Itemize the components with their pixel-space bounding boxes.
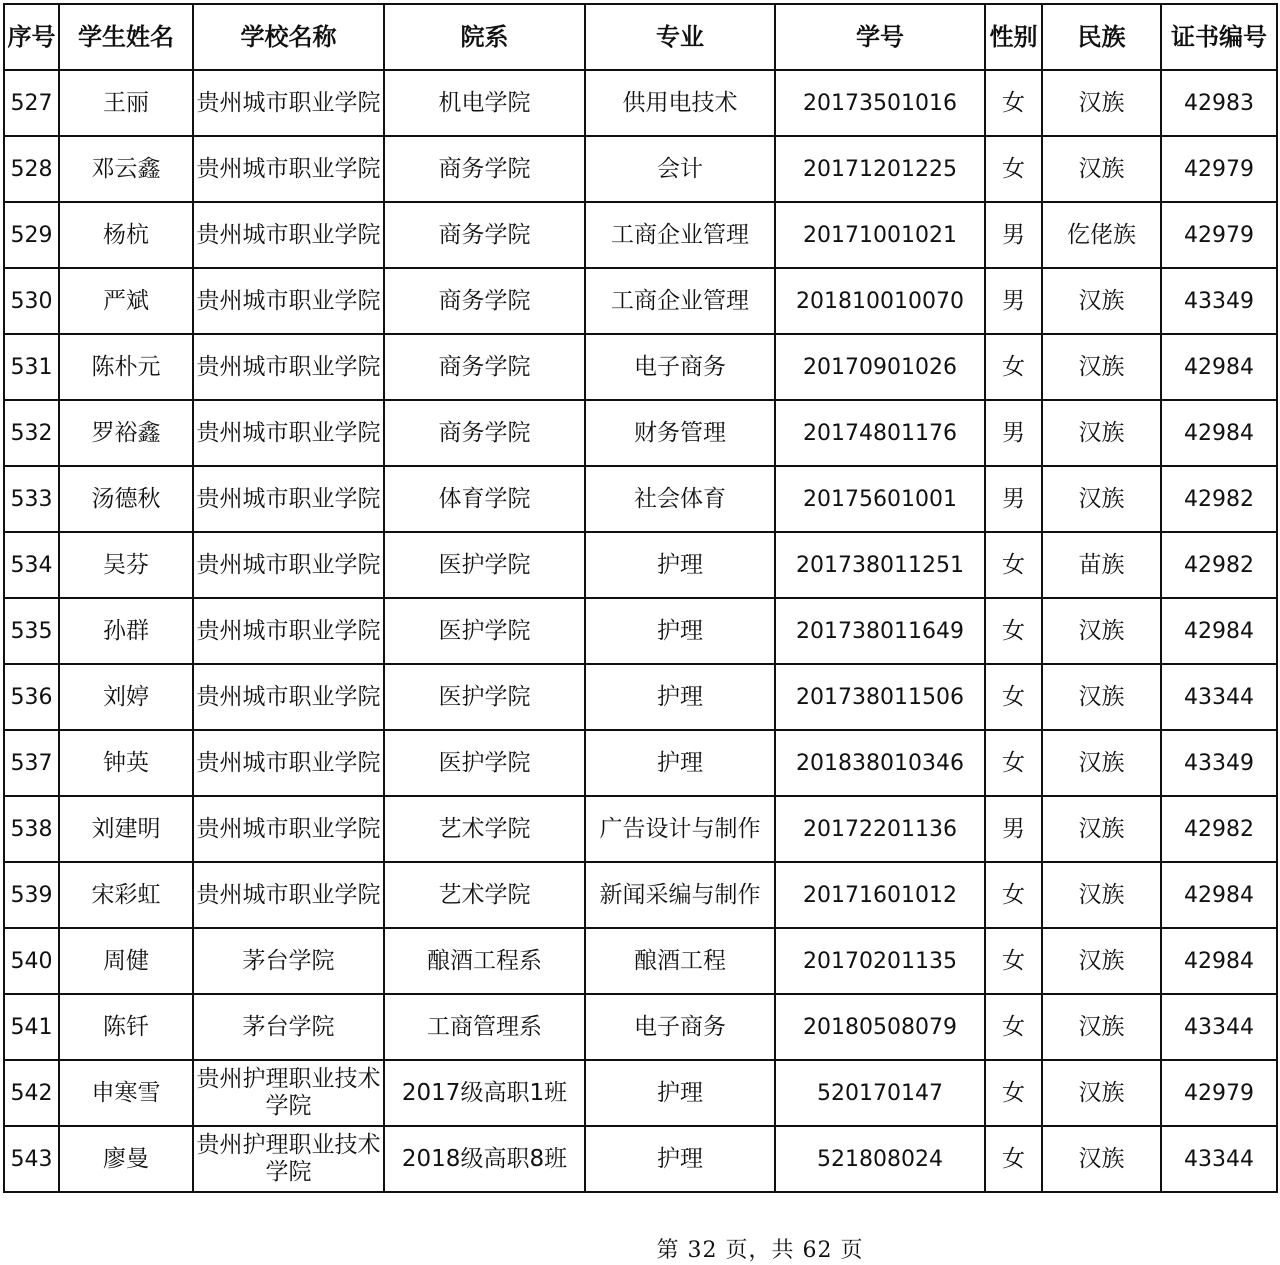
- col-certificate-no-cell: 43349: [1161, 268, 1277, 334]
- col-major-cell: 电子商务: [585, 334, 775, 400]
- col-gender-cell: 女: [985, 928, 1042, 994]
- col-ethnicity-cell: 汉族: [1042, 400, 1161, 466]
- page-footer: [0, 1233, 1280, 1264]
- col-certificate-no-cell: 42983: [1161, 70, 1277, 136]
- col-department-cell: 机电学院: [384, 70, 585, 136]
- col-student-id-cell: 521808024: [775, 1126, 985, 1192]
- col-student-name-cell: 孙群: [59, 598, 193, 664]
- col-gender-cell: 女: [985, 664, 1042, 730]
- col-gender-cell: 女: [985, 136, 1042, 202]
- col-department-cell: 2017级高职1班: [384, 1060, 585, 1126]
- col-department-cell: 艺术学院: [384, 862, 585, 928]
- col-major-cell: 供用电技术: [585, 70, 775, 136]
- col-major-cell: 工商企业管理: [585, 202, 775, 268]
- col-gender-cell: 女: [985, 532, 1042, 598]
- student-roster-table: [3, 3, 1278, 1193]
- col-index-cell: 530: [4, 268, 59, 334]
- col-school-cell: 贵州城市职业学院: [193, 862, 384, 928]
- col-certificate-no-cell: 43349: [1161, 730, 1277, 796]
- col-index-header: 序号: [4, 4, 59, 70]
- col-ethnicity-cell: 汉族: [1042, 334, 1161, 400]
- col-student-name-cell: 陈钎: [59, 994, 193, 1060]
- col-student-name-cell: 周健: [59, 928, 193, 994]
- col-school-cell: 贵州城市职业学院: [193, 268, 384, 334]
- col-department-cell: 医护学院: [384, 730, 585, 796]
- col-student-name-cell: 刘建明: [59, 796, 193, 862]
- col-student-id-cell: 520170147: [775, 1060, 985, 1126]
- col-school-cell: 贵州城市职业学院: [193, 796, 384, 862]
- col-student-name-cell: 吴芬: [59, 532, 193, 598]
- col-ethnicity-cell: 汉族: [1042, 1060, 1161, 1126]
- col-gender-cell: 男: [985, 400, 1042, 466]
- col-student-id-cell: 201810010070: [775, 268, 985, 334]
- col-certificate-no-cell: 42984: [1161, 598, 1277, 664]
- col-student-name-cell: 廖曼: [59, 1126, 193, 1192]
- table-row: [4, 796, 1277, 862]
- col-major-cell: 新闻采编与制作: [585, 862, 775, 928]
- col-ethnicity-cell: 汉族: [1042, 994, 1161, 1060]
- col-student-id-cell: 20175601001: [775, 466, 985, 532]
- col-certificate-no-header: 证书编号: [1161, 4, 1277, 70]
- col-major-cell: 工商企业管理: [585, 268, 775, 334]
- col-ethnicity-cell: 仡佬族: [1042, 202, 1161, 268]
- col-department-cell: 体育学院: [384, 466, 585, 532]
- col-student-name-cell: 申寒雪: [59, 1060, 193, 1126]
- col-student-name-cell: 钟英: [59, 730, 193, 796]
- col-school-cell: 贵州城市职业学院: [193, 202, 384, 268]
- col-student-id-cell: 20174801176: [775, 400, 985, 466]
- col-student-id-cell: 201738011506: [775, 664, 985, 730]
- col-student-name-cell: 陈朴元: [59, 334, 193, 400]
- col-index-cell: 531: [4, 334, 59, 400]
- col-major-cell: 电子商务: [585, 994, 775, 1060]
- col-student-name-cell: 邓云鑫: [59, 136, 193, 202]
- col-department-cell: 商务学院: [384, 268, 585, 334]
- page-number-label: 第 32 页，共 62 页: [656, 1238, 864, 1263]
- col-student-id-header: 学号: [775, 4, 985, 70]
- col-student-id-cell: 20173501016: [775, 70, 985, 136]
- col-index-cell: 539: [4, 862, 59, 928]
- col-index-cell: 529: [4, 202, 59, 268]
- col-certificate-no-cell: 42982: [1161, 532, 1277, 598]
- table-row: [4, 664, 1277, 730]
- table-row: [4, 202, 1277, 268]
- col-index-cell: 540: [4, 928, 59, 994]
- col-certificate-no-cell: 42984: [1161, 400, 1277, 466]
- col-school-cell: 贵州护理职业技术学院: [193, 1060, 384, 1126]
- col-department-cell: 商务学院: [384, 400, 585, 466]
- col-school-cell: 贵州城市职业学院: [193, 664, 384, 730]
- col-major-cell: 财务管理: [585, 400, 775, 466]
- col-certificate-no-cell: 43344: [1161, 664, 1277, 730]
- col-index-cell: 533: [4, 466, 59, 532]
- col-student-name-cell: 严斌: [59, 268, 193, 334]
- table-row: [4, 532, 1277, 598]
- col-student-id-cell: 20170901026: [775, 334, 985, 400]
- col-gender-header: 性别: [985, 4, 1042, 70]
- col-school-cell: 贵州护理职业技术学院: [193, 1126, 384, 1192]
- col-ethnicity-cell: 汉族: [1042, 664, 1161, 730]
- col-certificate-no-cell: 43344: [1161, 994, 1277, 1060]
- col-major-cell: 护理: [585, 730, 775, 796]
- col-ethnicity-cell: 汉族: [1042, 466, 1161, 532]
- col-student-id-cell: 20180508079: [775, 994, 985, 1060]
- col-student-name-cell: 王丽: [59, 70, 193, 136]
- col-department-cell: 2018级高职8班: [384, 1126, 585, 1192]
- col-certificate-no-cell: 42984: [1161, 334, 1277, 400]
- col-student-name-header: 学生姓名: [59, 4, 193, 70]
- col-student-id-cell: 201838010346: [775, 730, 985, 796]
- col-index-cell: 527: [4, 70, 59, 136]
- table-row: [4, 70, 1277, 136]
- col-index-cell: 536: [4, 664, 59, 730]
- col-certificate-no-cell: 42982: [1161, 466, 1277, 532]
- col-gender-cell: 女: [985, 1060, 1042, 1126]
- col-major-cell: 酿酒工程: [585, 928, 775, 994]
- col-certificate-no-cell: 43344: [1161, 1126, 1277, 1192]
- col-certificate-no-cell: 42984: [1161, 862, 1277, 928]
- col-ethnicity-cell: 汉族: [1042, 136, 1161, 202]
- col-index-cell: 528: [4, 136, 59, 202]
- col-department-header: 院系: [384, 4, 585, 70]
- col-department-cell: 医护学院: [384, 664, 585, 730]
- table-row: [4, 466, 1277, 532]
- col-major-cell: 会计: [585, 136, 775, 202]
- col-department-cell: 商务学院: [384, 202, 585, 268]
- col-ethnicity-cell: 汉族: [1042, 70, 1161, 136]
- col-certificate-no-cell: 42979: [1161, 202, 1277, 268]
- table-header-row: [4, 4, 1277, 70]
- col-major-cell: 护理: [585, 1060, 775, 1126]
- col-index-cell: 543: [4, 1126, 59, 1192]
- table-row: [4, 1126, 1277, 1192]
- col-major-cell: 社会体育: [585, 466, 775, 532]
- col-gender-cell: 男: [985, 466, 1042, 532]
- table-row: [4, 598, 1277, 664]
- col-student-name-cell: 宋彩虹: [59, 862, 193, 928]
- col-gender-cell: 女: [985, 994, 1042, 1060]
- col-student-name-cell: 汤德秋: [59, 466, 193, 532]
- col-gender-cell: 男: [985, 202, 1042, 268]
- col-ethnicity-header: 民族: [1042, 4, 1161, 70]
- col-major-cell: 护理: [585, 598, 775, 664]
- col-ethnicity-cell: 汉族: [1042, 598, 1161, 664]
- col-ethnicity-cell: 汉族: [1042, 730, 1161, 796]
- col-major-cell: 护理: [585, 532, 775, 598]
- col-certificate-no-cell: 42979: [1161, 1060, 1277, 1126]
- col-department-cell: 商务学院: [384, 136, 585, 202]
- col-school-cell: 贵州城市职业学院: [193, 730, 384, 796]
- col-school-cell: 贵州城市职业学院: [193, 334, 384, 400]
- table-row: [4, 136, 1277, 202]
- col-department-cell: 医护学院: [384, 598, 585, 664]
- col-major-cell: 护理: [585, 1126, 775, 1192]
- col-department-cell: 医护学院: [384, 532, 585, 598]
- col-student-id-cell: 20170201135: [775, 928, 985, 994]
- col-index-cell: 538: [4, 796, 59, 862]
- table-body: [4, 70, 1277, 1192]
- col-certificate-no-cell: 42979: [1161, 136, 1277, 202]
- col-student-name-cell: 刘婷: [59, 664, 193, 730]
- col-gender-cell: 男: [985, 268, 1042, 334]
- col-certificate-no-cell: 42984: [1161, 928, 1277, 994]
- col-school-header: 学校名称: [193, 4, 384, 70]
- col-gender-cell: 女: [985, 730, 1042, 796]
- col-school-cell: 茅台学院: [193, 928, 384, 994]
- col-gender-cell: 女: [985, 598, 1042, 664]
- table-row: [4, 994, 1277, 1060]
- table-row: [4, 862, 1277, 928]
- col-index-cell: 541: [4, 994, 59, 1060]
- col-department-cell: 酿酒工程系: [384, 928, 585, 994]
- col-school-cell: 贵州城市职业学院: [193, 400, 384, 466]
- col-school-cell: 贵州城市职业学院: [193, 466, 384, 532]
- col-index-cell: 532: [4, 400, 59, 466]
- col-index-cell: 535: [4, 598, 59, 664]
- col-major-cell: 广告设计与制作: [585, 796, 775, 862]
- col-student-id-cell: 20171001021: [775, 202, 985, 268]
- col-certificate-no-cell: 42982: [1161, 796, 1277, 862]
- col-gender-cell: 女: [985, 862, 1042, 928]
- col-school-cell: 贵州城市职业学院: [193, 136, 384, 202]
- col-student-id-cell: 20171601012: [775, 862, 985, 928]
- col-gender-cell: 女: [985, 1126, 1042, 1192]
- col-student-id-cell: 20171201225: [775, 136, 985, 202]
- col-ethnicity-cell: 汉族: [1042, 268, 1161, 334]
- col-school-cell: 贵州城市职业学院: [193, 70, 384, 136]
- col-major-cell: 护理: [585, 664, 775, 730]
- col-school-cell: 贵州城市职业学院: [193, 532, 384, 598]
- col-student-id-cell: 201738011251: [775, 532, 985, 598]
- col-ethnicity-cell: 苗族: [1042, 532, 1161, 598]
- col-student-id-cell: 201738011649: [775, 598, 985, 664]
- col-department-cell: 商务学院: [384, 334, 585, 400]
- col-school-cell: 贵州城市职业学院: [193, 598, 384, 664]
- col-gender-cell: 女: [985, 334, 1042, 400]
- col-department-cell: 艺术学院: [384, 796, 585, 862]
- table-row: [4, 928, 1277, 994]
- col-ethnicity-cell: 汉族: [1042, 862, 1161, 928]
- col-school-cell: 茅台学院: [193, 994, 384, 1060]
- col-student-name-cell: 罗裕鑫: [59, 400, 193, 466]
- col-ethnicity-cell: 汉族: [1042, 928, 1161, 994]
- table-row: [4, 730, 1277, 796]
- table-row: [4, 400, 1277, 466]
- col-major-header: 专业: [585, 4, 775, 70]
- table-row: [4, 334, 1277, 400]
- table-row: [4, 1060, 1277, 1126]
- col-ethnicity-cell: 汉族: [1042, 1126, 1161, 1192]
- col-department-cell: 工商管理系: [384, 994, 585, 1060]
- col-index-cell: 542: [4, 1060, 59, 1126]
- col-student-id-cell: 20172201136: [775, 796, 985, 862]
- col-gender-cell: 男: [985, 796, 1042, 862]
- col-student-name-cell: 杨杭: [59, 202, 193, 268]
- table-row: [4, 268, 1277, 334]
- col-index-cell: 537: [4, 730, 59, 796]
- col-ethnicity-cell: 汉族: [1042, 796, 1161, 862]
- col-gender-cell: 女: [985, 70, 1042, 136]
- col-index-cell: 534: [4, 532, 59, 598]
